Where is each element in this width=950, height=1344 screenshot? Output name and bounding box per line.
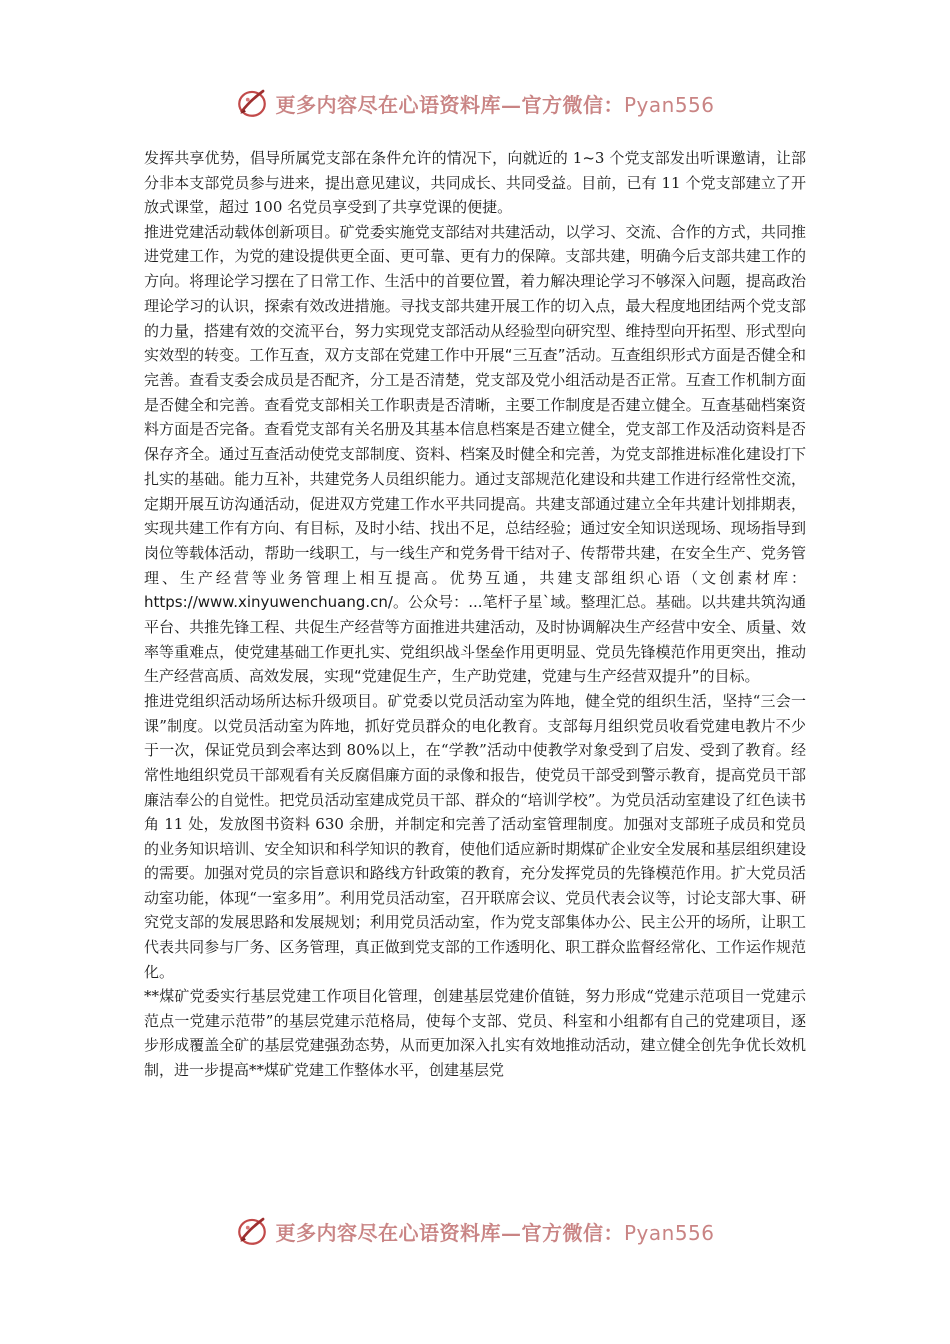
brush-pen-logo-icon bbox=[235, 86, 269, 120]
brush-pen-logo-icon bbox=[235, 1214, 269, 1248]
watermark-header bbox=[0, 83, 950, 123]
paragraph-activity-room-upgrade: 推进党组织活动场所达标升级项目。矿党委以党员活动室为阵地，健全党的组织生活，坚持“三会一课”制度。以党员活动室为阵地，抓好党员群众的电化教育。支部每月组织党员收看党建电教片不少于一次，保证党员到会率达到 80%以上，在“学教”活动中使教学对象受到了启发、受到了教育。经常性地组织党员干部观看有关反腐倡廉方面的录像和报告，使党员干部受到警示教育，提高党员干部廉洁奉公的自觉性。把党员活动室建成党员干部、群众的“培训学校”。为党员活动室建设了红色读书角 11 处，发放图书资料 630 余册，并制定和完善了活动室管理制度。加强对支部班子成员和党员的业务知识培训、安全知识和科学知识的教育，使他们适应新时期煤矿企业安全发展和基层组织建设的需要。加强对党员的宗旨意识和路线方针政策的教育，充分发挥党员的先锋模范作用。扩大党员活动室功能，体现“一室多用”。利用党员活动室，召开联席会议、党员代表会议等，讨论支部大事、研究党支部的发展思路和发展规划；利用党员活动室，作为党支部集体办公、民主公开的场所，让职工代表共同参与厂务、区务管理，真正做到党支部的工作透明化、职工群众监督经常化、工作运作规范化。 bbox=[144, 692, 806, 981]
paragraph-shared-lessons: 发挥共享优势，倡导所属党支部在条件允许的情况下，向就近的 1~3 个党支部发出听课邀请，让部分非本支部党员参与进来，提出意见建议，共同成长、共同受益。目前，已有 11 个党支部建立了开放式课堂，超过 100 名党员享受到了共享党课的便捷。 bbox=[144, 149, 806, 217]
paragraph-party-activity-innovation: 推进党建活动载体创新项目。矿党委实施党支部结对共建活动，以学习、交流、合作的方式，共同推进党建工作，为党的建设提供更全面、更可靠、更有力的保障。支部共建，明确今后支部共建工作的方向。将理论学习摆在了日常工作、生活中的首要位置，着力解决理论学习不够深入问题，提高政治理论学习的认识，探索有效改进措施。寻找支部共建开展工作的切入点，最大程度地团结两个党支部的力量，搭建有效的交流平台，努力实现党支部活动从经验型向研究型、维持型向开拓型、形式型向实效型的转变。工作互查，双方支部在党建工作中开展“三互查”活动。互查组织形式方面是否健全和完善。查看支委会成员是否配齐，分工是否清楚，党支部及党小组活动是否正常。互查工作机制方面是否健全和完善。查看党支部相关工作职责是否清晰，主要工作制度是否建立健全。互查基础档案资料方面是否完备。查看党支部有关名册及其基本信息档案是否建立健全，党支部工作及活动资料是否保存齐全。通过互查活动使党支部制度、资料、档案及时健全和完善，为党支部推进标准化建设打下扎实的基础。能力互补，共建党务人员组织能力。通过支部规范化建设和共建工作进行经常性交流，定期开展互访沟通活动，促进双方党建工作水平共同提高。共建支部通过建立全年共建计划排期表，实现共建工作有方向、有目标，及时小结、找出不足，总结经验；通过安全知识送现场、现场指导到岗位等载体活动，帮助一线职工，与一线生产和党务骨干结对子、传帮带共建，在安全生产、党务管理、生产经营等业务管理上相互提高。优势互通，共建支部组织心语（文创素材库：https://www.xinyuwenchuang.cn/。公众号：...笔杆子星`域。整理汇总。基础。以共建共筑沟通平台、共推先锋工程、共促生产经营等方面推进共建活动，及时协调解决生产经营中安全、质量、效率等重难点，使党建基础工作更扎实、党组织战斗堡垒作用更明显、党员先锋模范作用更突出，推动生产经营高质、高效发展，实现“党建促生产，生产助党建，党建与生产经营双提升”的目标。 bbox=[144, 222, 806, 686]
paragraph-project-management: **煤矿党委实行基层党建工作项目化管理，创建基层党建价值链，努力形成“党建示范项目一党建示范点一党建示范带”的基层党建示范格局，使每个支部、党员、科室和小组都有自己的党建项目，逐步形成覆盖全矿的基层党建强劲态势，从而更加深入扎实有效地推动活动，建立健全创先争优长效机制，进一步提高**煤矿党建工作整体水平，创建基层党 bbox=[144, 987, 806, 1080]
watermark-text: 更多内容尽在心语资料库—官方微信：Pyan556 bbox=[275, 1220, 715, 1245]
watermark-text: 更多内容尽在心语资料库—官方微信：Pyan556 bbox=[275, 92, 715, 117]
watermark-footer bbox=[0, 1211, 950, 1251]
document-body bbox=[144, 146, 806, 1186]
